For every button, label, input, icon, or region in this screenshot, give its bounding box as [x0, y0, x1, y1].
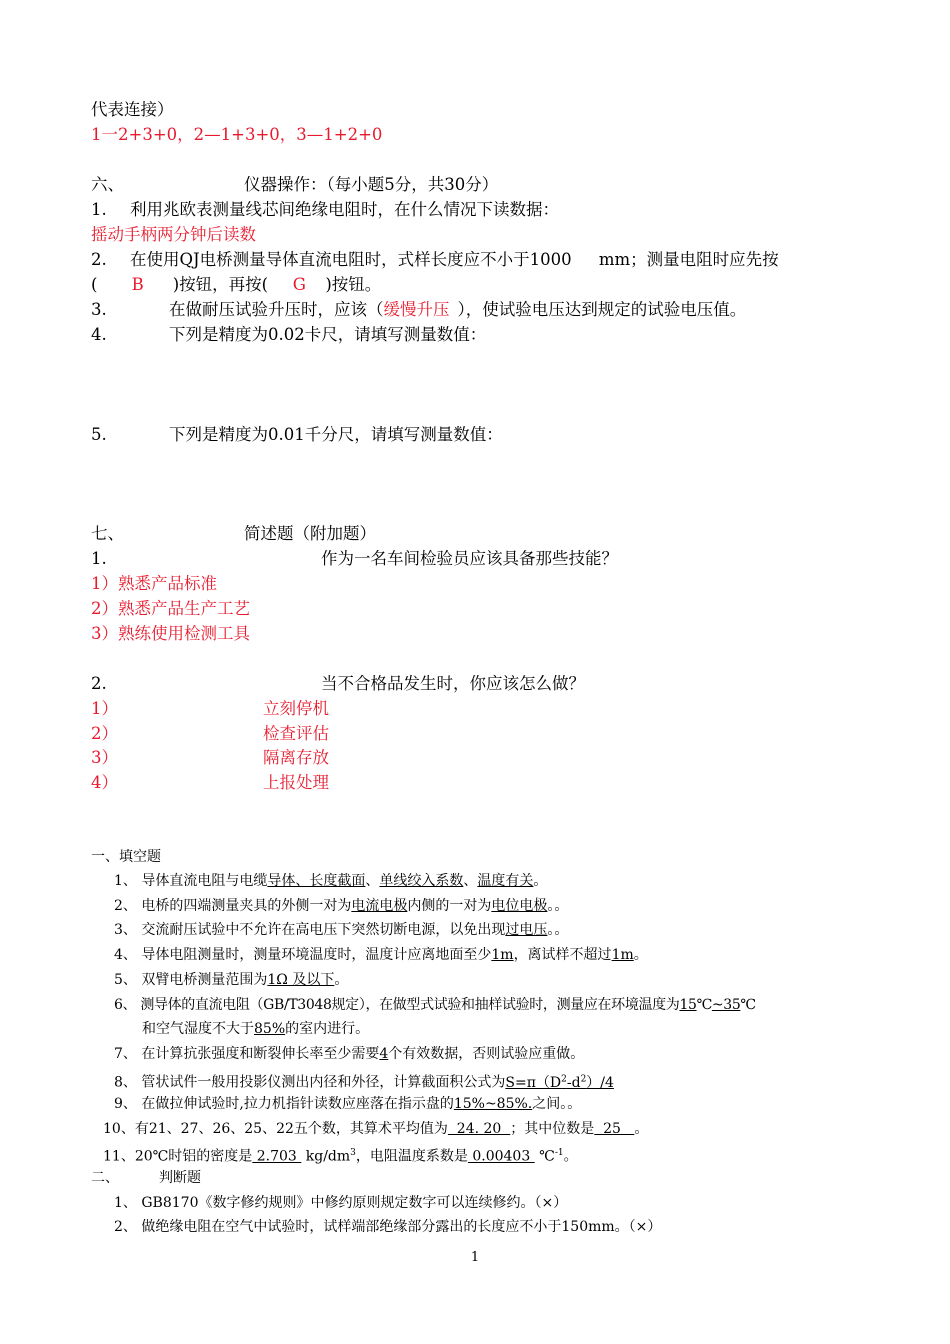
fill-item-6-line-2	[142, 1019, 369, 1039]
q6-2	[91, 249, 779, 271]
q6-2-mid: )按钮，再按(	[172, 275, 269, 294]
q6-5-text: 下列是精度为0.01千分尺，请填写测量数值：	[169, 425, 503, 444]
judge-item-2-number: 2、	[114, 1219, 137, 1235]
q7-2-item-2-number: 2）	[91, 724, 118, 743]
fill-section-title: 一、填空题	[91, 849, 161, 865]
q6-3-number: 3.	[91, 300, 107, 319]
fill-item-3-blank-1: 过电压	[505, 922, 548, 938]
judge-section-number: 二、	[91, 1170, 119, 1186]
q7-2-item-2-text: 检查评估	[263, 724, 329, 743]
fill-item-5	[114, 970, 348, 990]
fill-item-2-number: 2、	[114, 898, 137, 914]
judge-item-1-text: GB8170《数字修约规则》中修约原则规定数字可以连续修约。（×）	[141, 1195, 568, 1211]
fill-item-8-number: 8、	[114, 1074, 137, 1091]
fill-item-10-blank-1: 24. 20	[447, 1121, 511, 1137]
fill-item-1-blank-2: 单线绞入系数	[379, 873, 464, 889]
q6-2-answer-2: G	[292, 275, 306, 294]
q6-2-line2	[91, 274, 381, 296]
judge-item-1	[114, 1193, 567, 1213]
superscript: 3	[350, 1148, 356, 1158]
q6-2-unit: mm；测量电阻时应先按	[598, 250, 779, 269]
degree-unit: ℃	[740, 997, 756, 1013]
q6-2-end: )按钮。	[325, 275, 382, 294]
fill-item-3-number: 3、	[114, 922, 137, 938]
fill-item-9-text-2: 之间。。	[532, 1096, 582, 1112]
punctuation: 。。	[547, 922, 569, 938]
fill-item-5-text: 双臂电桥测量范围为	[141, 972, 268, 988]
degree-unit: ℃	[696, 997, 712, 1013]
fill-item-8-text: 管状试件一般用投影仪测出内径和外径，计算截面积公式为	[141, 1074, 506, 1091]
fill-item-2-text: 电桥的四端测量夹具的外侧一对为	[141, 898, 352, 914]
q6-4-text: 下列是精度为0.02卡尺，请填写测量数值：	[169, 325, 487, 344]
fill-item-11-number: 11、	[103, 1148, 135, 1165]
q6-1-number: 1.	[91, 200, 107, 219]
superscript: 2	[561, 1074, 567, 1084]
separator: 、	[365, 873, 380, 889]
fill-item-4-text-2: ，离试样不超过	[513, 947, 612, 963]
fill-item-10	[103, 1119, 648, 1139]
q7-1-number: 1.	[91, 549, 107, 568]
separator: 、	[463, 873, 478, 889]
q7-2-item-3-number: 3）	[91, 748, 118, 767]
fill-item-1	[114, 871, 547, 891]
q6-2-text: 在使用QJ电桥测量导体直流电阻时，式样长度应不小于1000	[130, 250, 572, 269]
judge-item-2	[114, 1217, 661, 1237]
punctuation: 。	[563, 1148, 578, 1165]
fill-item-6-blank-1: 15	[679, 997, 697, 1013]
section-6-number: 六、	[91, 175, 124, 194]
fill-item-1-text: 导体直流电阻与电缆	[141, 873, 268, 889]
fill-item-4-blank-2: 1m	[611, 947, 634, 963]
superscript: 2	[580, 1074, 587, 1084]
fill-item-7-text: 在计算抗张强度和断裂伸长率至少需要	[141, 1046, 380, 1062]
fill-item-10-number: 10、	[103, 1121, 135, 1137]
q6-3-answer: 缓慢升压	[383, 300, 450, 319]
judge-item-2-text: 做绝缘电阻在空气中试验时，试样端部绝缘部分露出的长度应不小于150mm。（×）	[141, 1219, 662, 1235]
fill-item-9	[114, 1094, 581, 1114]
q6-3-body	[169, 299, 746, 321]
fill-item-6-text-2: 和空气湿度不大于	[142, 1021, 254, 1037]
fill-item-7-number: 7、	[114, 1046, 137, 1062]
fill-item-1-blank-3: 温度有关	[477, 873, 534, 889]
q7-2-item-4-number: 4）	[91, 773, 118, 792]
fill-item-7-blank-1: 4	[379, 1046, 389, 1062]
fill-item-4-text: 导体电阻测量时，测量环境温度时，温度计应离地面至少	[141, 947, 492, 963]
fill-item-10-text-2: ；其中位数是	[510, 1121, 595, 1137]
punctuation: 。	[533, 873, 548, 889]
q7-2-item-3-text: 隔离存放	[263, 748, 329, 767]
fill-item-9-text: 在做拉伸试验时,拉力机指针读数应座落在指示盘的	[141, 1096, 454, 1112]
fill-item-4	[114, 945, 648, 965]
q6-3-post: ），使试验电压达到规定的试验电压值。	[457, 300, 747, 319]
fill-item-2-blank-1: 电流电极	[351, 898, 408, 914]
fill-item-6-text: 测导体的直流电阻（GB/T3048规定），在做型式试验和抽样试验时，测量应在环境温度为	[140, 997, 680, 1013]
fill-item-6-text-3: 的室内进行。	[285, 1021, 370, 1037]
fill-item-7	[114, 1044, 584, 1064]
fill-item-7-text-2: 个有效数据，否则试验应重做。	[388, 1046, 585, 1062]
q7-2-text: 当不合格品发生时，你应该怎么做？	[321, 674, 585, 693]
punctuation: 。	[334, 972, 349, 988]
fill-item-6-number: 6、	[114, 997, 137, 1013]
punctuation: 。	[633, 947, 648, 963]
fill-item-6-blank-3: 85%	[254, 1021, 286, 1037]
fill-item-3	[114, 920, 568, 940]
q7-1-answer-3: 3）熟练使用检测工具	[91, 624, 250, 643]
formula-part: -d	[566, 1074, 581, 1091]
punctuation: 。。	[547, 898, 569, 914]
superscript: -1	[554, 1148, 564, 1158]
q6-1	[91, 199, 559, 221]
page-number: 1	[470, 1250, 480, 1265]
fill-item-2-blank-2: 电位电极	[491, 898, 548, 914]
q7-1-answer-2: 2）熟悉产品生产工艺	[91, 599, 250, 618]
fill-item-10-blank-2: 25	[594, 1121, 635, 1137]
section-7-number: 七、	[91, 524, 124, 543]
q7-2-item-4-text: 上报处理	[263, 773, 329, 792]
continuation-answer: 1一2+3+0，2—1+3+0，3—1+2+0	[91, 125, 383, 144]
fill-item-1-number: 1、	[114, 873, 137, 889]
degree-unit: ℃	[539, 1148, 555, 1165]
q7-1-text: 作为一名车间检验员应该具备那些技能？	[321, 549, 618, 568]
fill-item-11-text: 20℃时铝的密度是	[134, 1148, 253, 1165]
fill-item-8	[114, 1069, 614, 1093]
q6-1-text: 利用兆欧表测量线芯间绝缘电阻时，在什么情况下读数据：	[130, 200, 559, 219]
fill-item-9-number: 9、	[114, 1096, 137, 1112]
q7-2-item-1-text: 立刻停机	[263, 699, 329, 718]
fill-item-2	[114, 896, 568, 916]
fill-item-1-blank-1: 导体、长度截面	[267, 873, 366, 889]
fill-item-8-formula	[505, 1075, 614, 1091]
fill-item-5-blank-1: 1Ω 及以下	[267, 972, 335, 988]
q7-2-number: 2.	[91, 674, 107, 693]
formula-part: S=π（D	[505, 1074, 562, 1091]
fill-item-2-text-2: 内侧的一对为	[407, 898, 492, 914]
density-unit: kg/dm	[305, 1148, 351, 1165]
q7-1-answer-1: 1）熟悉产品标准	[91, 574, 217, 593]
judge-item-1-number: 1、	[114, 1195, 137, 1211]
q7-2-item-1-number: 1）	[91, 699, 118, 718]
fill-item-10-text: 有21、27、26、25、22五个数，其算术平均值为	[134, 1121, 448, 1137]
fill-item-3-text: 交流耐压试验中不允许在高电压下突然切断电源，以免出现	[141, 922, 506, 938]
fill-item-11-blank-2: 0.00403	[467, 1148, 535, 1165]
q6-1-answer: 摇动手柄两分钟后读数	[91, 225, 256, 244]
q6-2-number: 2.	[91, 250, 107, 269]
q6-2-answer-1: B	[131, 275, 144, 294]
fill-item-9-blank-1: 15%~85%.	[453, 1096, 533, 1112]
q6-3	[91, 299, 107, 321]
fill-item-6	[114, 995, 756, 1015]
section-6-title: 仪器操作：（每小题5分，共30分）	[244, 175, 499, 194]
fill-item-4-number: 4、	[114, 947, 137, 963]
continuation-line: 代表连接）	[91, 100, 174, 119]
fill-item-11	[103, 1143, 578, 1167]
judge-section-title: 判断题	[159, 1170, 201, 1186]
fill-item-6-blank-2: ~35	[711, 997, 741, 1013]
q6-3-pre: 在做耐压试验升压时，应该（	[169, 300, 384, 319]
punctuation: 。	[634, 1121, 649, 1137]
formula-part: ）/4	[586, 1074, 614, 1091]
fill-item-5-number: 5、	[114, 972, 137, 988]
q6-5-number: 5.	[91, 425, 107, 444]
section-7-title: 简述题（附加题）	[244, 524, 376, 543]
q6-2-open: (	[91, 275, 98, 294]
fill-item-4-blank-1: 1m	[491, 947, 514, 963]
fill-item-11-blank-1: 2.703	[252, 1148, 302, 1165]
fill-item-11-text-2: ，电阻温度系数是	[355, 1148, 468, 1165]
q6-4-number: 4.	[91, 325, 107, 344]
